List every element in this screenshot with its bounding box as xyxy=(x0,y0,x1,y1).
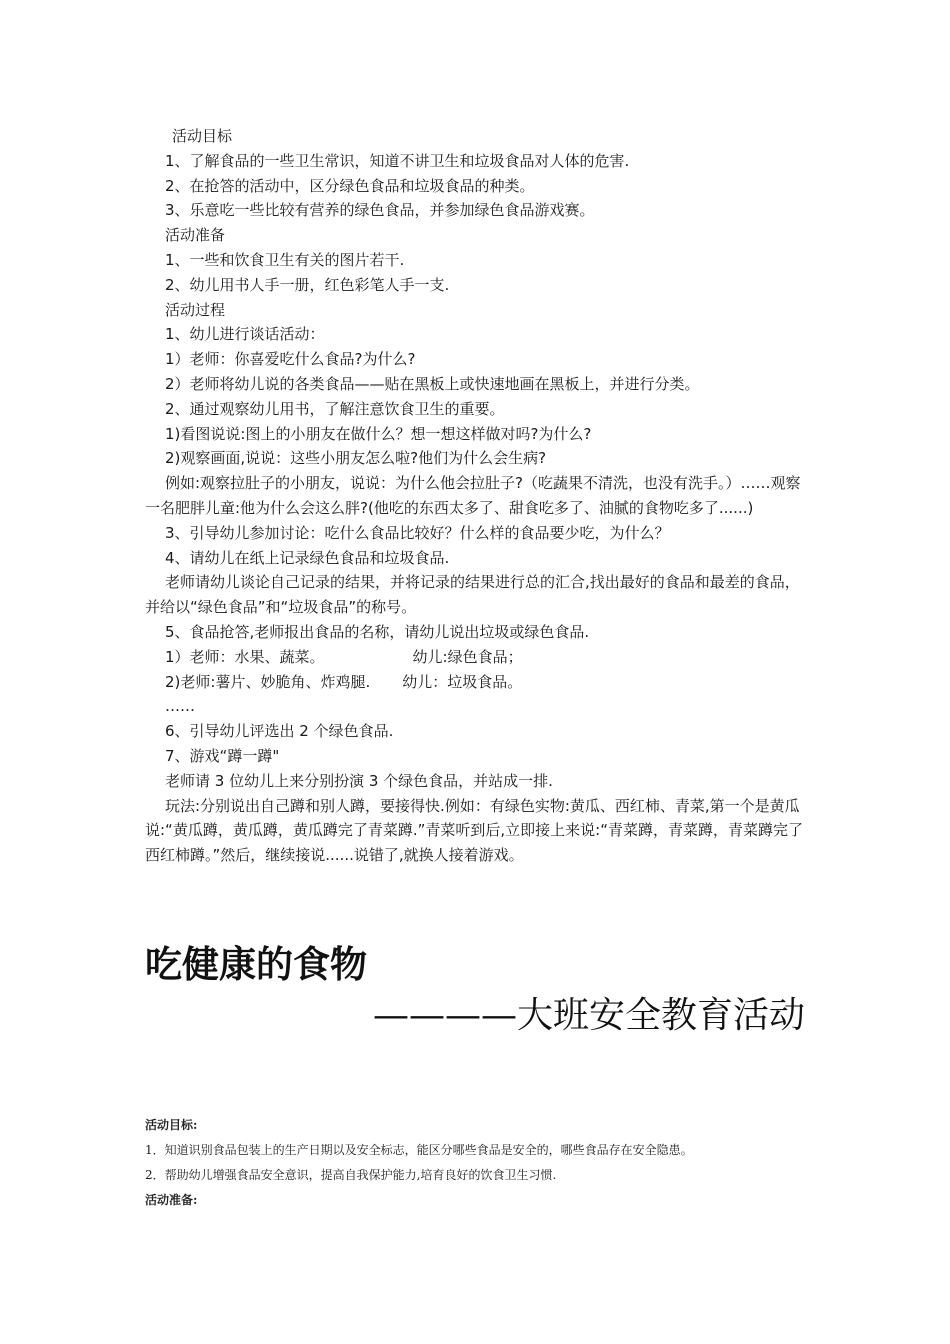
process-step-6: 6、引导幼儿评选出 2 个绿色食品. xyxy=(165,722,394,741)
summary-paragraph: 老师请幼儿谈论自己记录的结果，并将记录的结果进行总的汇合,找出最好的食品和最差的食品，并给以“绿色食品”和“垃圾食品”的称号。 xyxy=(145,573,800,617)
game-setup-line: 老师请 3 位幼儿上来分别扮演 3 个绿色食品，并站成一排. xyxy=(165,771,553,790)
document-subtitle: ————大班安全教育活动 xyxy=(373,995,806,1036)
heading-activity-process: 活动过程 xyxy=(165,300,226,319)
second-lesson-body xyxy=(145,1113,825,1213)
process-step-7: 7、游戏“蹲一蹲" xyxy=(165,746,280,765)
goal-item-3: 3、乐意吃一些比较有营养的绿色食品，并参加绿色食品游戏赛。 xyxy=(165,201,595,220)
process-step-1-a: 1）老师：你喜爱吃什么食品?为什么? xyxy=(165,350,416,369)
game-rules-paragraph: 玩法:分别说出自己蹲和别人蹲，要接得快.例如：有绿色实物:黄瓜、西红柿、青菜,第一个是黄瓜说:“黄瓜蹲，黄瓜蹲，黄瓜蹲完了青菜蹲.”青菜听到后,立即接上来说:“青菜蹲，青菜蹲，青菜蹲完了西红柿蹲。”然后，继续接说......说错了,就换人接着游戏。 xyxy=(145,796,803,865)
heading-activity-preparation: 活动准备 xyxy=(165,226,226,245)
example-paragraph: 例如:观察拉肚子的小朋友，说说：为什么他会拉肚子?（吃蔬果不清洗，也没有洗手。）……观察一名肥胖儿童:他为什么会这么胖?(他吃的东西太多了、甜食吃多了、油腻的食物吃多了......) xyxy=(145,474,801,517)
heading-preparation-2: 活动准备: xyxy=(145,1193,198,1207)
process-step-2-a: 1)看图说说:图上的小朋友在做什么？想一想这样做对吗?为什么? xyxy=(165,424,592,443)
process-step-1-b: 2）老师将幼儿说的各类食品——贴在黑板上或快速地画在黑板上，并进行分类。 xyxy=(165,374,700,393)
qa-child-2: 幼儿：垃圾食品。 xyxy=(402,672,523,691)
qa-child-1: 幼儿:绿色食品； xyxy=(412,647,523,666)
document-title: 吃健康的食物 xyxy=(145,943,367,986)
process-step-5: 5、食品抢答,老师报出食品的名称，请幼儿说出垃圾或绿色食品. xyxy=(165,622,590,641)
qa-teacher-2: 2)老师:薯片、妙脆角、炸鸡腿. xyxy=(165,672,371,691)
ellipsis-line: …… xyxy=(165,697,195,716)
goal-2-item-2: 2．帮助幼儿增强食品安全意识，提高自我保护能力,培育良好的饮食卫生习惯. xyxy=(145,1168,557,1182)
process-step-2: 2、通过观察幼儿用书，了解注意饮食卫生的重要。 xyxy=(165,399,505,418)
qa-row-1 xyxy=(145,645,810,670)
heading-goals-2: 活动目标: xyxy=(145,1118,198,1132)
process-step-3: 3、引导幼儿参加讨论：吃什么食品比较好？什么样的食品要少吃，为什么？ xyxy=(165,523,670,542)
process-step-4: 4、请幼儿在纸上记录绿色食品和垃圾食品. xyxy=(165,548,450,567)
goal-2-item-1: 1．知道识别食品包装上的生产日期以及安全标志，能区分哪些食品是安全的，哪些食品存在安全隐患。 xyxy=(145,1143,693,1157)
qa-teacher-1: 1）老师：水果、蔬菜。 xyxy=(165,647,325,666)
qa-row-2 xyxy=(145,670,810,695)
goal-item-1: 1、了解食品的一些卫生常识，知道不讲卫生和垃圾食品对人体的危害. xyxy=(165,151,630,170)
lesson-plan-body xyxy=(145,124,810,868)
goal-item-2: 2、在抢答的活动中，区分绿色食品和垃圾食品的种类。 xyxy=(165,176,535,195)
prep-item-1: 1、一些和饮食卫生有关的图片若干. xyxy=(165,250,405,269)
process-step-1: 1、幼儿进行谈话活动： xyxy=(165,325,325,344)
heading-activity-goals: 活动目标 xyxy=(172,127,233,145)
prep-item-2: 2、幼儿用书人手一册，红色彩笔人手一支. xyxy=(165,275,450,294)
process-step-2-b: 2)观察画面,说说：这些小朋友怎么啦?他们为什么会生病? xyxy=(165,449,547,468)
